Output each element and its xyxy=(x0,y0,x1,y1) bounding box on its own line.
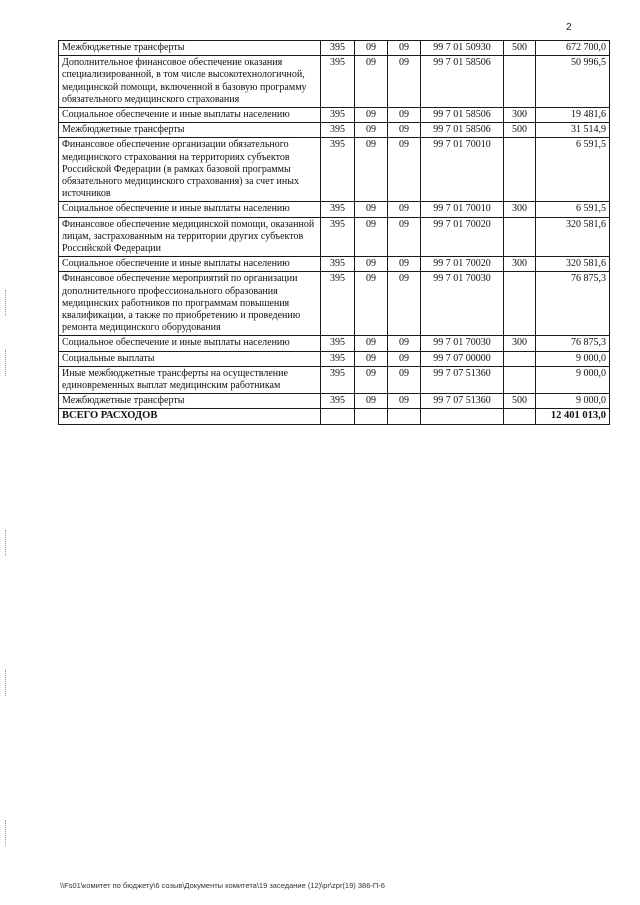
section-code-cell: 09 xyxy=(355,202,388,217)
row-name-cell: Межбюджетные трансферты xyxy=(59,394,321,409)
binder-marks xyxy=(5,290,7,850)
section-code-cell: 09 xyxy=(355,108,388,123)
table-row xyxy=(59,366,610,393)
section-code-cell: 09 xyxy=(355,138,388,202)
table-row xyxy=(59,336,610,351)
ministry-code-cell: 395 xyxy=(321,56,355,108)
budget-table xyxy=(58,40,610,425)
subsection-code-cell: 09 xyxy=(388,257,421,272)
target-article-cell: 99 7 01 58506 xyxy=(421,56,504,108)
table-row xyxy=(59,202,610,217)
table-row xyxy=(59,257,610,272)
subsection-code-cell: 09 xyxy=(388,351,421,366)
ministry-code-cell: 395 xyxy=(321,217,355,257)
target-article-cell: 99 7 01 70010 xyxy=(421,202,504,217)
subsection-code-cell: 09 xyxy=(388,41,421,56)
target-article-cell: 99 7 07 00000 xyxy=(421,351,504,366)
ministry-code-cell: 395 xyxy=(321,394,355,409)
row-name-cell: Дополнительное финансовое обеспечение оказания специализированной, в том числе высокотехнологичной, медицинской помощи, включенной в базовую программу обязательного медицинского страхования xyxy=(59,56,321,108)
ministry-code-cell: 395 xyxy=(321,272,355,336)
subsection-code-cell: 09 xyxy=(388,217,421,257)
row-name-cell: Межбюджетные трансферты xyxy=(59,41,321,56)
row-name-cell: Межбюджетные трансферты xyxy=(59,123,321,138)
amount-cell: 6 591,5 xyxy=(536,202,610,217)
amount-cell: 6 591,5 xyxy=(536,138,610,202)
target-article-cell: 99 7 07 51360 xyxy=(421,366,504,393)
amount-cell: 19 481,6 xyxy=(536,108,610,123)
row-name-cell: Социальные выплаты xyxy=(59,351,321,366)
amount-cell: 672 700,0 xyxy=(536,41,610,56)
target-article-cell: 99 7 01 70020 xyxy=(421,217,504,257)
subsection-code-cell: 09 xyxy=(388,56,421,108)
row-name-cell: Социальное обеспечение и иные выплаты населению xyxy=(59,108,321,123)
total-row xyxy=(59,409,610,424)
ministry-code-cell: 395 xyxy=(321,257,355,272)
row-name-cell: Иные межбюджетные трансферты на осуществление единовременных выплат медицинским работникам xyxy=(59,366,321,393)
subsection-code-cell: 09 xyxy=(388,123,421,138)
section-code-cell: 09 xyxy=(355,351,388,366)
expense-type-cell xyxy=(504,272,536,336)
amount-cell: 50 996,5 xyxy=(536,56,610,108)
target-article-cell: 99 7 01 50930 xyxy=(421,41,504,56)
table-row xyxy=(59,272,610,336)
row-name-cell: Социальное обеспечение и иные выплаты населению xyxy=(59,257,321,272)
target-article-cell: 99 7 07 51360 xyxy=(421,394,504,409)
amount-cell: 76 875,3 xyxy=(536,336,610,351)
subsection-code-cell: 09 xyxy=(388,202,421,217)
section-code-cell: 09 xyxy=(355,272,388,336)
row-name-cell: Социальное обеспечение и иные выплаты населению xyxy=(59,336,321,351)
row-name-cell: Финансовое обеспечение мероприятий по организации дополнительного профессионального образования медицинских работников по программам повышения квалификации, а также по приобретению и проведению ремонта медицинского оборудования xyxy=(59,272,321,336)
subsection-code-cell: 09 xyxy=(388,336,421,351)
row-name-cell: Социальное обеспечение и иные выплаты населению xyxy=(59,202,321,217)
subsection-code-cell: 09 xyxy=(388,366,421,393)
expense-type-cell: 500 xyxy=(504,41,536,56)
empty-cell xyxy=(355,409,388,424)
table-row xyxy=(59,351,610,366)
section-code-cell: 09 xyxy=(355,336,388,351)
target-article-cell: 99 7 01 70010 xyxy=(421,138,504,202)
subsection-code-cell: 09 xyxy=(388,108,421,123)
subsection-code-cell: 09 xyxy=(388,138,421,202)
amount-cell: 76 875,3 xyxy=(536,272,610,336)
expense-type-cell xyxy=(504,217,536,257)
target-article-cell: 99 7 01 58506 xyxy=(421,108,504,123)
subsection-code-cell: 09 xyxy=(388,272,421,336)
target-article-cell: 99 7 01 70020 xyxy=(421,257,504,272)
amount-cell: 31 514,9 xyxy=(536,123,610,138)
table-row xyxy=(59,41,610,56)
expense-type-cell xyxy=(504,138,536,202)
total-label: ВСЕГО РАСХОДОВ xyxy=(59,409,321,424)
ministry-code-cell: 395 xyxy=(321,202,355,217)
expense-type-cell: 300 xyxy=(504,202,536,217)
expense-type-cell: 500 xyxy=(504,394,536,409)
target-article-cell: 99 7 01 70030 xyxy=(421,336,504,351)
page-number: 2 xyxy=(566,22,572,33)
target-article-cell: 99 7 01 58506 xyxy=(421,123,504,138)
amount-cell: 9 000,0 xyxy=(536,351,610,366)
ministry-code-cell: 395 xyxy=(321,351,355,366)
table-row xyxy=(59,108,610,123)
table-body xyxy=(59,41,610,425)
section-code-cell: 09 xyxy=(355,366,388,393)
expense-type-cell: 300 xyxy=(504,108,536,123)
table-row xyxy=(59,123,610,138)
ministry-code-cell: 395 xyxy=(321,138,355,202)
ministry-code-cell: 395 xyxy=(321,41,355,56)
ministry-code-cell: 395 xyxy=(321,366,355,393)
empty-cell xyxy=(421,409,504,424)
target-article-cell: 99 7 01 70030 xyxy=(421,272,504,336)
empty-cell xyxy=(504,409,536,424)
table-row xyxy=(59,217,610,257)
table-row xyxy=(59,138,610,202)
section-code-cell: 09 xyxy=(355,217,388,257)
section-code-cell: 09 xyxy=(355,394,388,409)
amount-cell: 320 581,6 xyxy=(536,257,610,272)
expense-type-cell: 300 xyxy=(504,257,536,272)
section-code-cell: 09 xyxy=(355,56,388,108)
empty-cell xyxy=(321,409,355,424)
expense-type-cell: 500 xyxy=(504,123,536,138)
empty-cell xyxy=(388,409,421,424)
amount-cell: 9 000,0 xyxy=(536,366,610,393)
ministry-code-cell: 395 xyxy=(321,336,355,351)
section-code-cell: 09 xyxy=(355,41,388,56)
total-amount: 12 401 013,0 xyxy=(536,409,610,424)
row-name-cell: Финансовое обеспечение медицинской помощи, оказанной лицам, застрахованным на территории других субъектов Российской Федерации xyxy=(59,217,321,257)
row-name-cell: Финансовое обеспечение организации обязательного медицинского страхования на территориях субъектов Российской Федерации (в рамках базовой программы обязательного медицинского страхования) за счет иных источников xyxy=(59,138,321,202)
section-code-cell: 09 xyxy=(355,257,388,272)
subsection-code-cell: 09 xyxy=(388,394,421,409)
amount-cell: 9 000,0 xyxy=(536,394,610,409)
expense-type-cell xyxy=(504,366,536,393)
table-row xyxy=(59,394,610,409)
footer-file-path: \\Fs01\комитет по бюджету\6 созыв\Документы комитета\19 заседание (12)\pr\zpr(19) 386-П-6 xyxy=(60,881,385,890)
amount-cell: 320 581,6 xyxy=(536,217,610,257)
table-row xyxy=(59,56,610,108)
expense-type-cell: 300 xyxy=(504,336,536,351)
expense-type-cell xyxy=(504,56,536,108)
expense-type-cell xyxy=(504,351,536,366)
ministry-code-cell: 395 xyxy=(321,123,355,138)
section-code-cell: 09 xyxy=(355,123,388,138)
ministry-code-cell: 395 xyxy=(321,108,355,123)
